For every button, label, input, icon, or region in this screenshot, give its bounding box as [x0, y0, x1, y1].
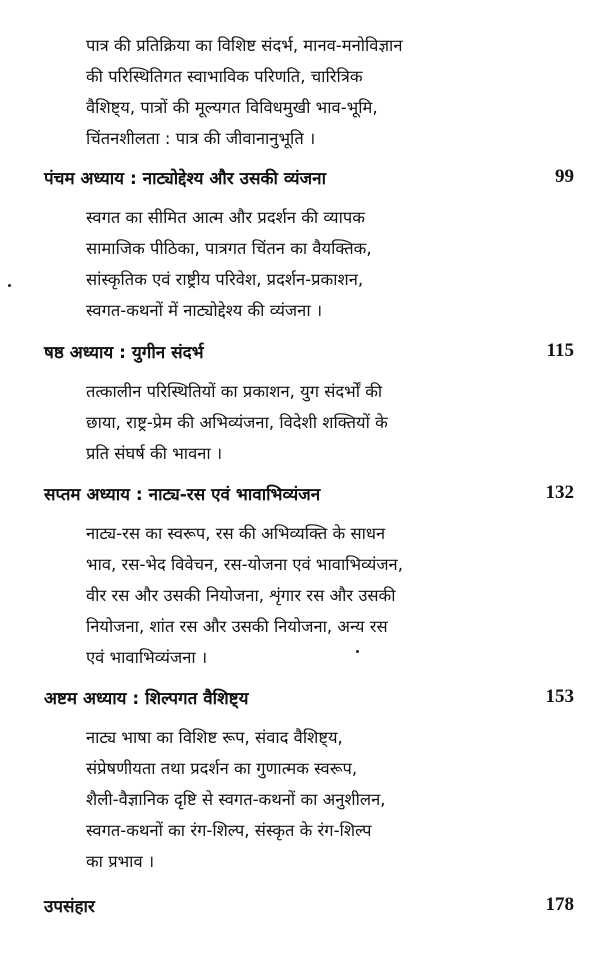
desc-line: वीर रस और उसकी नियोजना, शृंगार रस और उसकी — [86, 586, 396, 605]
desc-line: नाट्य भाषा का विशिष्ट रूप, संवाद वैशिष्ट्य, — [86, 728, 343, 747]
chapter-page-number: 132 — [545, 482, 574, 503]
chapter-title: उपसंहार — [44, 897, 95, 917]
desc-line: पात्र की प्रतिक्रिया का विशिष्ट संदर्भ, मानव-मनोविज्ञान — [86, 36, 403, 55]
desc-line: संप्रेषणीयता तथा प्रदर्शन का गुणात्मक स्वरूप, — [86, 759, 358, 778]
desc-line: की परिस्थितिगत स्वाभाविक परिणति, चारित्रिक — [86, 67, 363, 86]
chapter-5-description — [86, 202, 466, 326]
chapter-title: अष्टम अध्याय : शिल्पगत वैशिष्ट्य — [44, 689, 249, 709]
desc-line: का प्रभाव । — [86, 852, 155, 871]
chapter-title: षष्ठ अध्याय : युगीन संदर्भ — [44, 343, 204, 363]
desc-line: तत्कालीन परिस्थितियों का प्रकाशन, युग संदर्भों की — [86, 382, 383, 401]
desc-line: एवं भावाभिव्यंजना । — [86, 648, 208, 667]
intro-description — [86, 30, 466, 154]
desc-line: भाव, रस-भेद विवेचन, रस-योजना एवं भावाभिव्यंजन, — [86, 555, 403, 574]
desc-line: स्वगत-कथनों में नाट्योद्देश्य की व्यंजना । — [86, 301, 323, 320]
desc-line: स्वगत का सीमित आत्म और प्रदर्शन की व्यापक — [86, 208, 365, 227]
chapter-6-description — [86, 376, 466, 469]
chapter-8-heading — [44, 686, 574, 716]
chapter-title: सप्तम अध्याय : नाट्य-रस एवं भावाभिव्यंजन — [44, 485, 321, 505]
conclusion-heading — [44, 894, 574, 924]
desc-line: चिंतनशीलता : पात्र की जीवानानुभूति । — [86, 129, 316, 148]
chapter-page-number: 153 — [545, 686, 574, 707]
chapter-5-heading — [44, 166, 574, 196]
desc-line: नियोजना, शांत रस और उसकी नियोजना, अन्य रस — [86, 617, 388, 636]
chapter-6-heading — [44, 340, 574, 370]
desc-line: प्रति संघर्ष की भावना । — [86, 444, 223, 463]
desc-line: शैली-वैज्ञानिक दृष्टि से स्वगत-कथनों का अनुशीलन, — [86, 790, 386, 809]
chapter-page-number: 99 — [555, 166, 574, 187]
chapter-title: पंचम अध्याय : नाट्योद्देश्य और उसकी व्यंजना — [44, 169, 326, 189]
desc-line: नाट्य-रस का स्वरूप, रस की अभिव्यक्ति के साधन — [86, 524, 386, 543]
desc-line: सामाजिक पीठिका, पात्रगत चिंतन का वैयक्तिक, — [86, 239, 372, 258]
desc-line: स्वगत-कथनों का रंग-शिल्प, संस्कृत के रंग-शिल्प — [86, 821, 372, 840]
chapter-7-description — [86, 518, 466, 673]
chapter-8-description — [86, 722, 466, 877]
chapter-page-number: 178 — [545, 894, 574, 915]
desc-line: छाया, राष्ट्र-प्रेम की अभिव्यंजना, विदेशी शक्तियों के — [86, 413, 388, 432]
desc-line: सांस्कृतिक एवं राष्ट्रीय परिवेश, प्रदर्शन-प्रकाशन, — [86, 270, 364, 289]
scan-speck — [8, 284, 11, 287]
chapter-7-heading — [44, 482, 574, 512]
scan-speck — [356, 650, 359, 653]
chapter-page-number: 115 — [546, 340, 574, 361]
desc-line: वैशिष्ट्य, पात्रों की मूल्यगत विविधमुखी भाव-भूमि, — [86, 98, 378, 117]
